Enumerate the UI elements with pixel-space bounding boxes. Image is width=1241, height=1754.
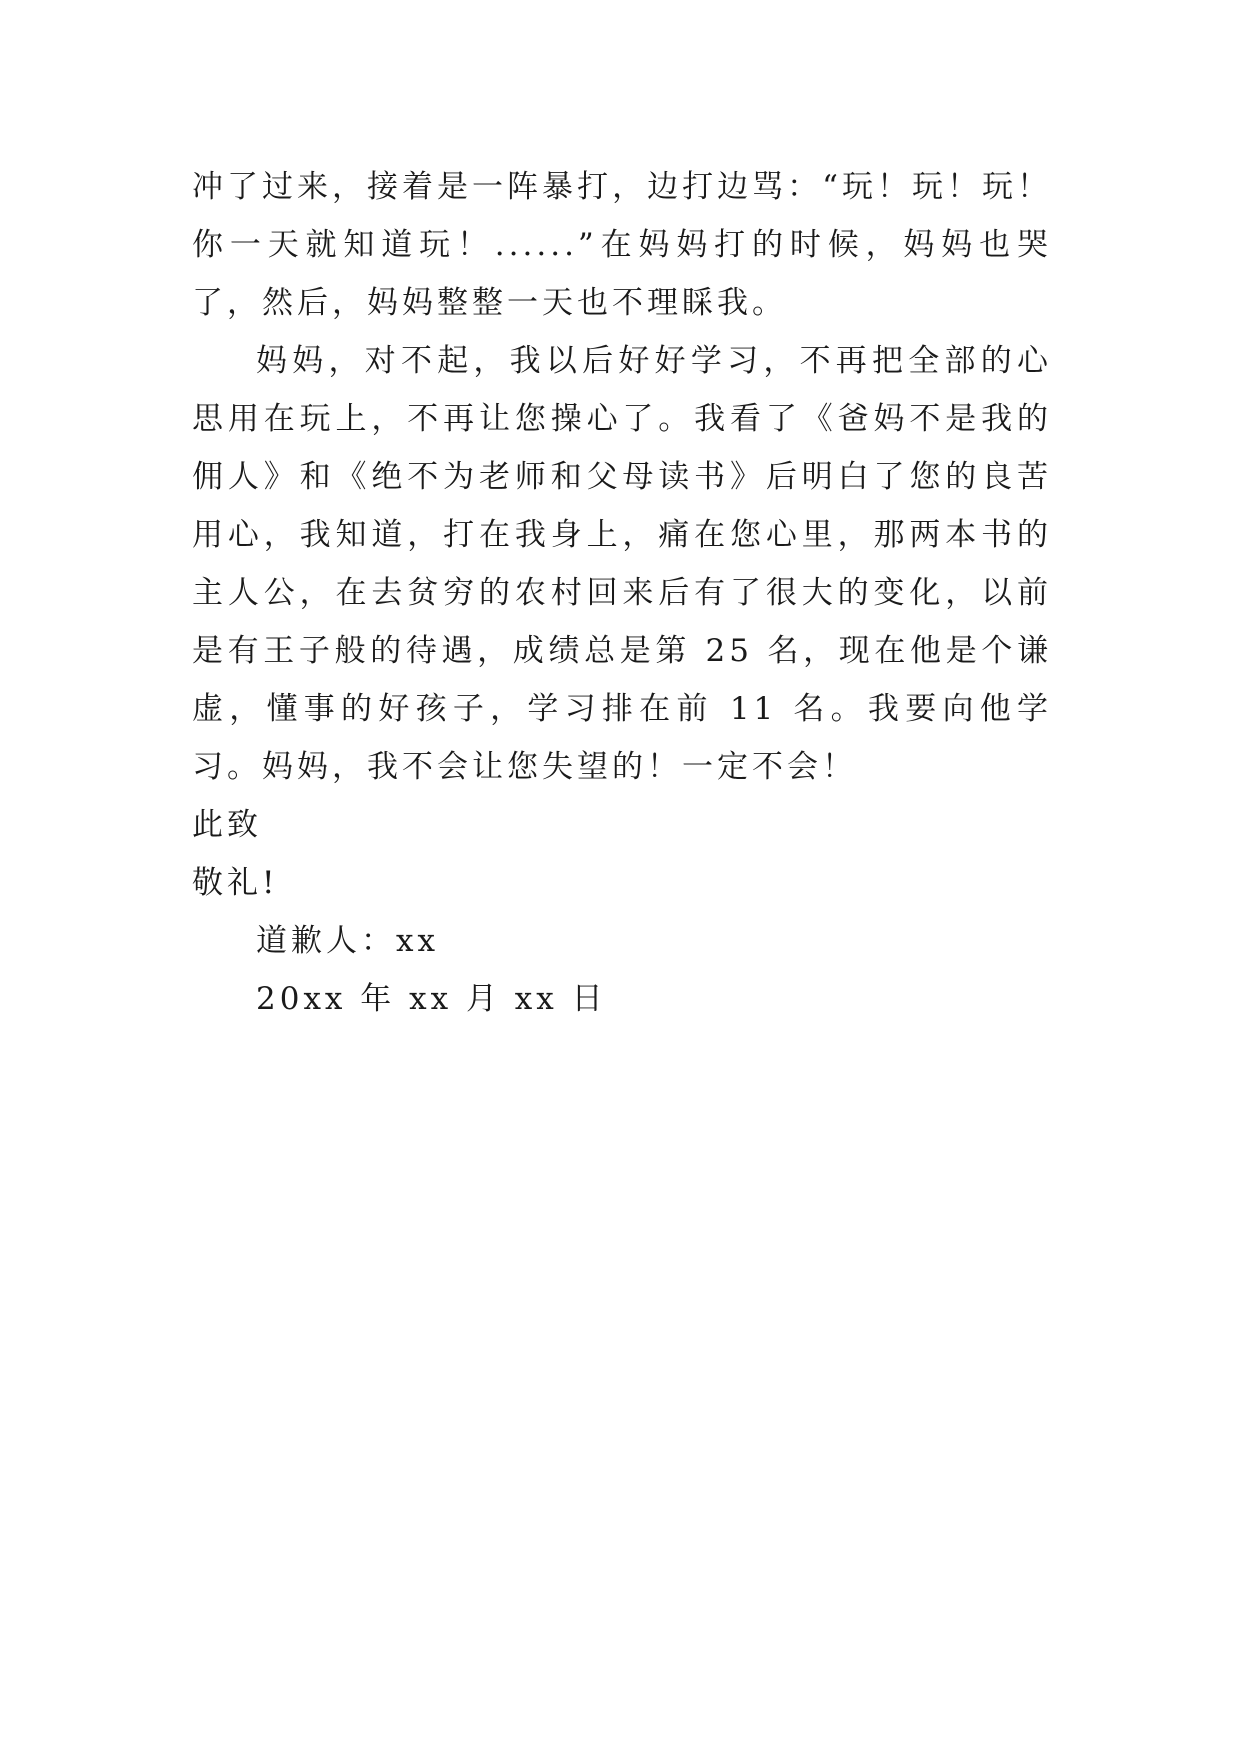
letter-body (192, 158, 1052, 1028)
paragraph-continued: 冲了过来，接着是一阵暴打，边打边骂：“玩！玩！玩！你一天就知道玩！......”在妈妈打的时候，妈妈也哭了，然后，妈妈整整一天也不理睬我。 (192, 169, 1052, 321)
paragraph-apology: 妈妈，对不起，我以后好好学习，不再把全部的心思用在玩上，不再让您操心了。我看了《爸妈不是我的佣人》和《绝不为老师和父母读书》后明白了您的良苦用心，我知道，打在我身上，痛在您心里，那两本书的主人公，在去贫穷的农村回来后有了很大的变化，以前是有王子般的待遇，成绩总是第 25 名，现在他是个谦虚，懂事的好孩子，学习排在前 11 名。我要向他学习。妈妈，我不会让您失望的！一定不会！ (192, 343, 1052, 785)
closing-salutation: 此致 (192, 807, 262, 843)
date-line: 20xx 年 xx 月 xx 日 (256, 981, 607, 1017)
signature-line: 道歉人：xx (256, 923, 439, 959)
closing-regards: 敬礼! (192, 865, 279, 901)
